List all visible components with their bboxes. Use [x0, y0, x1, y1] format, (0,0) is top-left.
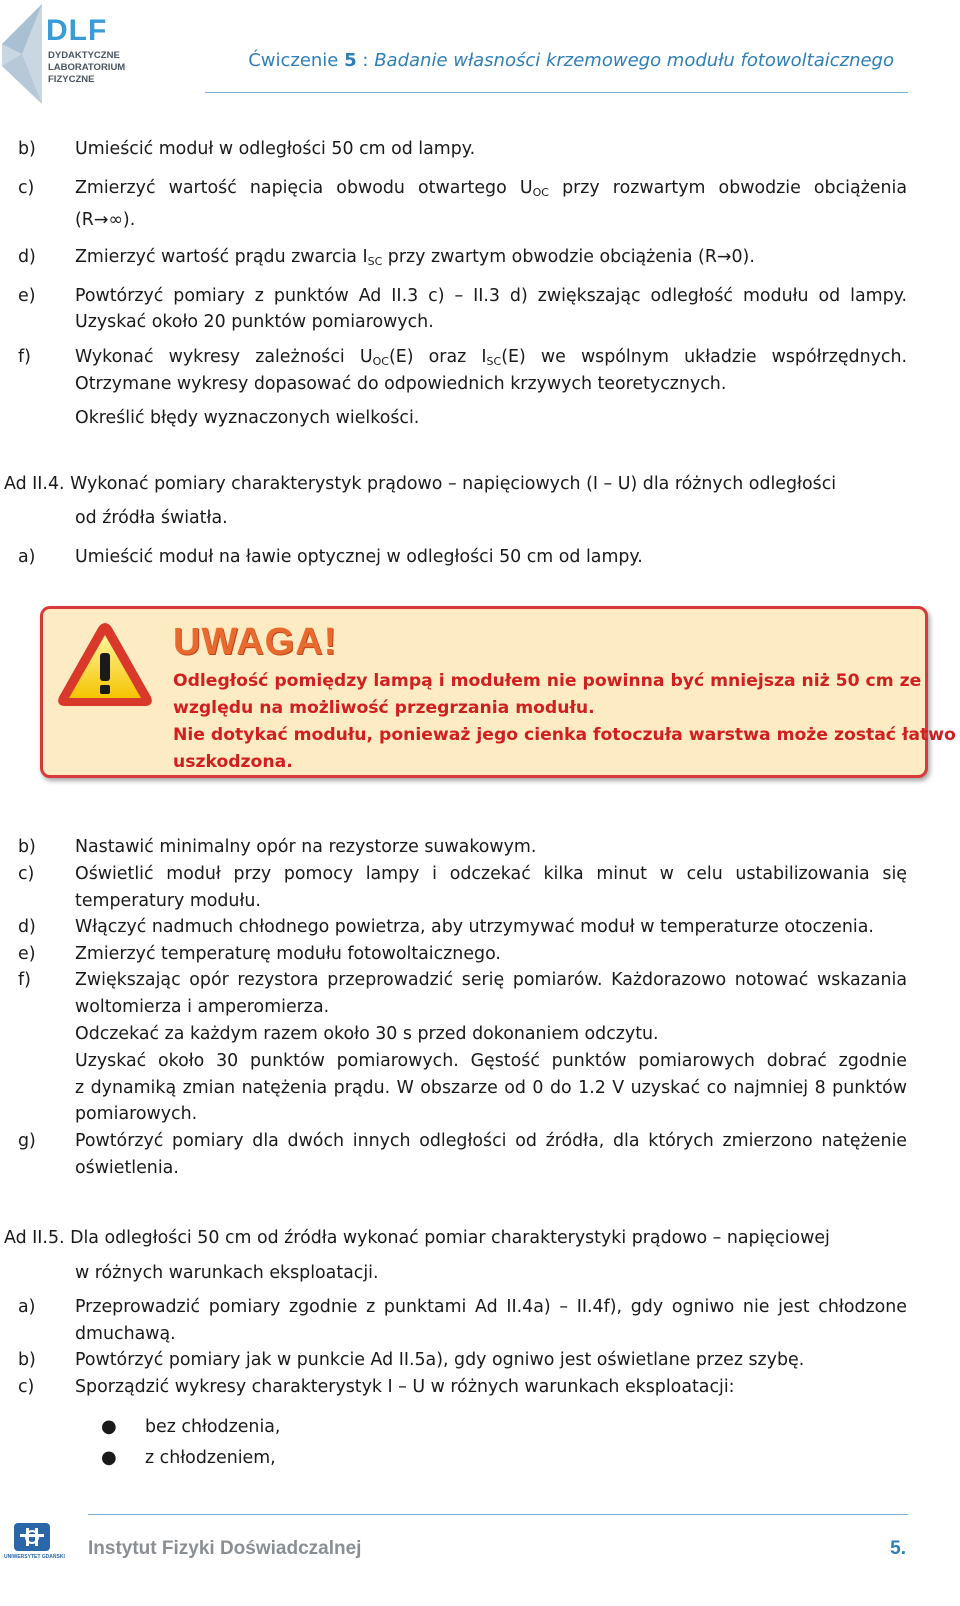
item-text-cont: Odczekać za każdym razem około 30 s przed dokonaniem odczytu. [75, 1024, 659, 1044]
item-marker: f) [18, 347, 31, 367]
section-heading: Ad II.5. Dla odległości 50 cm od źródła wykonać pomiar charakterystyki prądowo – napięciowej [4, 1228, 830, 1248]
item-text: Zmierzyć temperaturę modułu fotowoltaicznego. [75, 944, 501, 964]
warning-box [40, 606, 956, 778]
page-number: 5. [890, 1538, 906, 1559]
item-text-cont: pomiarowych. [75, 1104, 198, 1124]
item-marker: c) [18, 864, 35, 884]
warning-text: uszkodzona. [173, 752, 293, 772]
item-text-cont: z dynamiką zmian natężenia prądu. W obszarze od 0 do 1.2 V uzyskać co najmniej 8 punktów [75, 1078, 907, 1098]
page-header-title: Ćwiczenie 5 : Badanie własności krzemowego modułu fotowoltaicznego [248, 50, 894, 71]
dlf-logo [2, 4, 126, 104]
item-text-cont: Uzyskać około 30 punktów pomiarowych. Gęstość punktów pomiarowych dobrać zgodnie [75, 1051, 907, 1071]
item-text-cont: (R→∞). [75, 210, 136, 230]
item-text: Powtórzyć pomiary jak w punkcie Ad II.5a), gdy ogniwo jest oświetlane przez szybę. [75, 1350, 805, 1370]
item-marker: d) [18, 917, 36, 937]
header-divider [205, 92, 908, 93]
item-text: Umieścić moduł w odległości 50 cm od lampy. [75, 139, 476, 159]
item-marker: a) [18, 1297, 36, 1317]
item-text: Sporządzić wykresy charakterystyk I – U w różnych warunkach eksploatacji: [75, 1377, 735, 1397]
item-marker: e) [18, 944, 36, 964]
section-heading-cont: od źródła światła. [75, 508, 228, 528]
item-marker: d) [18, 247, 36, 267]
section-heading-cont: w różnych warunkach eksploatacji. [75, 1263, 379, 1283]
item-text: Przeprowadzić pomiary zgodnie z punktami Ad II.4a) – II.4f), gdy ogniwo nie jest chłodzone [75, 1297, 907, 1317]
item-text: Nastawić minimalny opór na rezystorze suwakowym. [75, 837, 537, 857]
bullet-item: bez chłodzenia, [145, 1417, 281, 1437]
warning-triangle-icon [55, 619, 155, 711]
item-marker: b) [18, 139, 36, 159]
warning-text: Nie dotykać modułu, ponieważ jego cienka fotoczuła warstwa może zostać łatwo [173, 725, 956, 745]
logo-triangle-icon [2, 4, 46, 104]
item-text: Umieścić moduł na ławie optycznej w odległości 50 cm od lampy. [75, 547, 643, 567]
bullet-item: z chłodzeniem, [145, 1448, 276, 1468]
logo-title: DLF [46, 14, 108, 47]
item-marker: b) [18, 1350, 36, 1370]
university-logo-caption: UNIWERSYTET GDAŃSKI [4, 1554, 65, 1560]
item-marker: a) [18, 547, 36, 567]
bullet-dot-icon: ● [101, 1447, 117, 1468]
footer-institute: Instytut Fizyki Doświadczalnej [88, 1538, 362, 1559]
item-marker: c) [18, 1377, 35, 1397]
item-text: Włączyć nadmuch chłodnego powietrza, aby utrzymywać moduł w temperaturze otoczenia. [75, 917, 874, 937]
item-marker: e) [18, 286, 36, 306]
item-text: Oświetlić moduł przy pomocy lampy i odczekać kilka minut w celu ustabilizowania się [75, 864, 907, 884]
item-text: Zmierzyć wartość napięcia obwodu otwartego $U_{OC}$ przy rozwartym obwodzie obciążenia [75, 178, 907, 199]
item-text: Zmierzyć wartość prądu zwarcia $I_{SC}$ przy zwartym obwodzie obciążenia (R→0). [75, 247, 755, 268]
warning-text: Odległość pomiędzy lampą i modułem nie powinna być mniejsza niż 50 cm ze [173, 671, 922, 691]
item-text: Wykonać wykresy zależności $U_{OC}(E)$ oraz $I_{SC}(E)$ we wspólnym układzie współrzędnych. [75, 347, 907, 368]
item-marker: f) [18, 970, 31, 990]
item-text-cont: Otrzymane wykresy dopasować do odpowiednich krzywych teoretycznych. [75, 374, 727, 394]
logo-subtitle: DYDAKTYCZNE LABORATORIUM FIZYCZNE [48, 50, 126, 85]
item-marker: c) [18, 178, 35, 198]
bullet-dot-icon: ● [101, 1416, 117, 1437]
item-text-cont: Określić błędy wyznaczonych wielkości. [75, 408, 420, 428]
item-text-cont: woltomierza i amperomierza. [75, 997, 330, 1017]
warning-title: UWAGA! [173, 621, 338, 663]
item-marker: g) [18, 1131, 36, 1151]
item-text-cont: Uzyskać około 20 punktów pomiarowych. [75, 312, 434, 332]
footer-divider [88, 1514, 908, 1515]
item-text-cont: oświetlenia. [75, 1158, 179, 1178]
item-text-cont: temperatury modułu. [75, 891, 261, 911]
item-marker: b) [18, 837, 36, 857]
warning-text: względu na możliwość przegrzania modułu. [173, 698, 595, 718]
item-text: Powtórzyć pomiary dla dwóch innych odległości od źródła, dla których zmierzono natężenie [75, 1131, 907, 1151]
university-logo [4, 1520, 65, 1571]
item-text: Powtórzyć pomiary z punktów Ad II.3 c) – II.3 d) zwiększając odległość modułu od lampy. [75, 286, 907, 306]
section-heading: Ad II.4. Wykonać pomiary charakterystyk prądowo – napięciowych (I – U) dla różnych odległości [4, 474, 837, 494]
item-text-cont: dmuchawą. [75, 1324, 176, 1344]
item-text: Zwiększając opór rezystora przeprowadzić serię pomiarów. Każdorazowo notować wskazania [75, 970, 907, 990]
